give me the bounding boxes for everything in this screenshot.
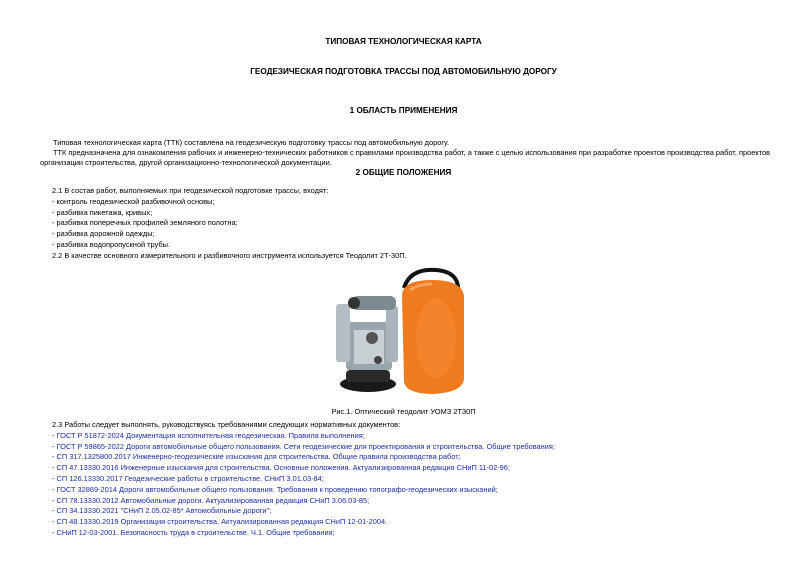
section1-heading: 1 ОБЛАСТЬ ПРИМЕНЕНИЯ	[349, 106, 458, 115]
norm-link[interactable]: - СП 34.13330.2021 "СНиП 2.05.02-85* Автомобильные дороги";	[52, 506, 272, 516]
list-item: - разбивка водопропускной трубы.	[52, 239, 170, 249]
norm-link[interactable]: - ГОСТ Р 51872-2024 Документация исполнительная геодезическая. Правила выполнения;	[52, 430, 365, 440]
figure-caption: Рис.1. Оптический теодолит УОМЗ 2Т30П	[331, 407, 476, 416]
norm-link[interactable]: - СП 48.13330.2019 Организация строительства. Актуализированная редакция СНиП 12-01-2004.	[52, 517, 388, 527]
section2-list	[52, 186, 772, 262]
document-title: ТИПОВАЯ ТЕХНОЛОГИЧЕСКАЯ КАРТА	[325, 37, 482, 46]
list-item: - разбивка дорожной одежды;	[52, 229, 155, 239]
list-item: - разбивка пикетажа, кривых;	[52, 207, 153, 217]
list-item: 2.1 В состав работ, выполняемых при геодезической подготовке трассы, входят:	[52, 186, 329, 195]
section2-heading: 2 ОБЩИЕ ПОЛОЖЕНИЯ	[355, 168, 452, 177]
norm-link[interactable]: - СП 47.13330.2016 Инженерные изыскания для строительства. Основные положения. Актуализированная редакция СНиП 11-02-96;	[52, 463, 510, 473]
section1-paragraph-1: Типовая технологическая карта (ТТК) составлена на геодезическую подготовку трассы под автомобильную дорогу.	[53, 138, 450, 147]
norm-link[interactable]: - СП 317.1325800.2017 Инженерно-геодезические изыскания для строительства. Общие правила производства работ;	[52, 452, 461, 462]
norm-link[interactable]: - СП 78.13330.2012 Автомобильные дороги. Актуализированная редакция СНиП 3.06.03-85;	[52, 495, 370, 505]
section1-paragraph-2: ТТК предназначена для ознакомления рабочих и инженерно-технических работников с правилами производства работ, а также с целью использования при разработке проектов производства работ, проектов организации строительства, другой организационно-технологической документации.	[40, 148, 770, 167]
list-item: - разбивка поперечных профилей земляного полотна;	[52, 218, 238, 228]
norms-list	[52, 420, 772, 539]
theodolite-photo	[332, 266, 476, 401]
norm-link[interactable]: - ГОСТ 32869-2014 Дороги автомобильные общего пользования. Требования к проведению топографо-геодезических изысканий;	[52, 484, 498, 494]
document-subtitle: ГЕОДЕЗИЧЕСКАЯ ПОДГОТОВКА ТРАССЫ ПОД АВТОМОБИЛЬНУЮ ДОРОГУ	[250, 67, 557, 76]
list-item: - контроль геодезической разбивочной основы;	[52, 196, 215, 206]
norms-intro: 2.3 Работы следует выполнять, руководствуясь требованиями следующих нормативных документов:	[52, 420, 401, 429]
norm-link[interactable]: - ГОСТ Р 59865-2022 Дороги автомобильные общего пользования. Сети геодезические для проектирования и строительства. Общие требования;	[52, 441, 555, 451]
list-item: 2.2 В качестве основного измерительного и разбивочного инструмента используется Теодолит 2Т-30П.	[52, 250, 407, 260]
norm-link[interactable]: - СНиП 12-03-2001. Безопасность труда в строительстве. Ч.1. Общие требования;	[52, 527, 335, 537]
norm-link[interactable]: - СП 126.13330.2017 Геодезические работы в строительстве. СНиП 3.01.03-84;	[52, 473, 324, 483]
